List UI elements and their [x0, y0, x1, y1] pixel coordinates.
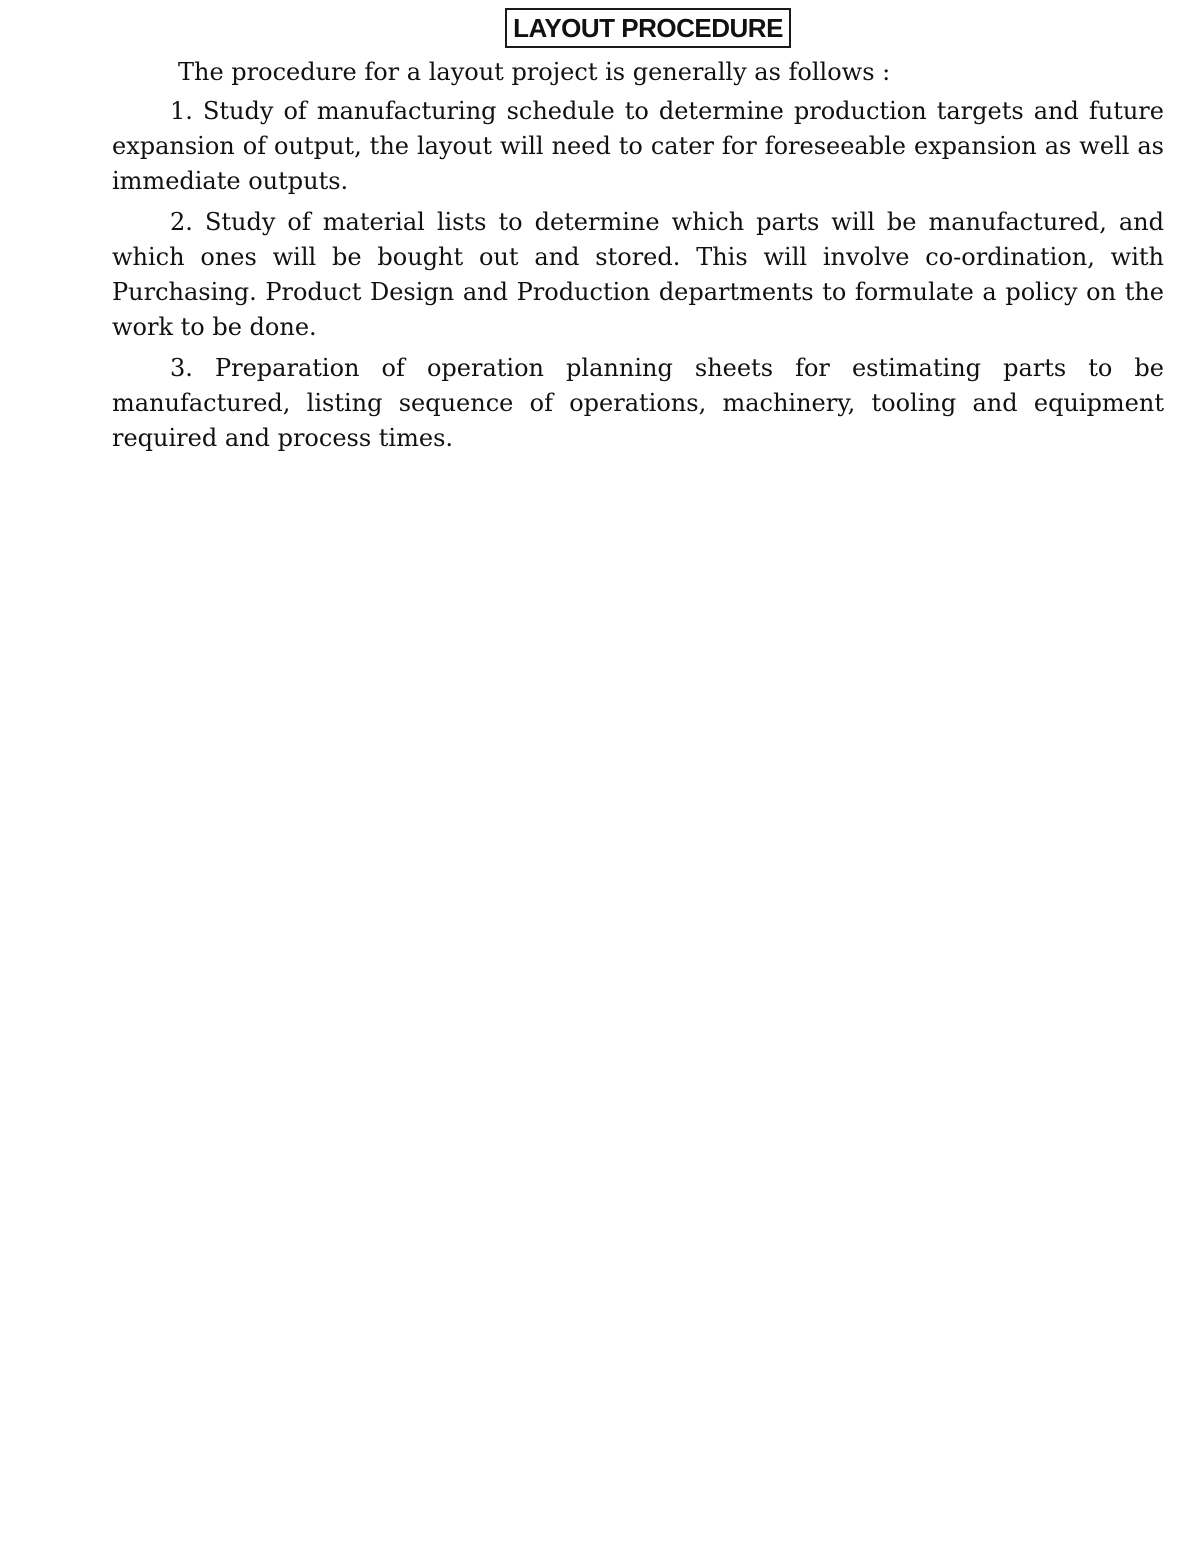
section-heading	[505, 8, 791, 48]
document-body	[112, 55, 1164, 462]
step-number: 2.	[170, 208, 193, 236]
step-number: 1.	[170, 97, 193, 125]
section-heading-text: LAYOUT PROCEDURE	[513, 12, 783, 43]
step-paragraph-1	[112, 94, 1164, 199]
step-number: 3.	[170, 354, 193, 382]
step-text: Preparation of operation planning sheets for estimating parts to be manufactured, listing sequence of operations, machinery, tooling and equipment required and process times.	[112, 354, 1164, 452]
intro-paragraph: The procedure for a layout project is generally as follows :	[178, 58, 891, 86]
step-text: Study of material lists to determine which parts will be manufactured, and which ones will be bought out and stored. This will involve co-ordination, with Purchasing. Product Design and Production departments to formulate a policy on the work to be done.	[112, 208, 1164, 341]
step-text: Study of manufacturing schedule to determine production targets and future expansion of output, the layout will need to cater for foreseeable expansion as well as immediate outputs.	[112, 97, 1164, 195]
step-paragraph-2	[112, 205, 1164, 345]
step-paragraph-3	[112, 351, 1164, 456]
